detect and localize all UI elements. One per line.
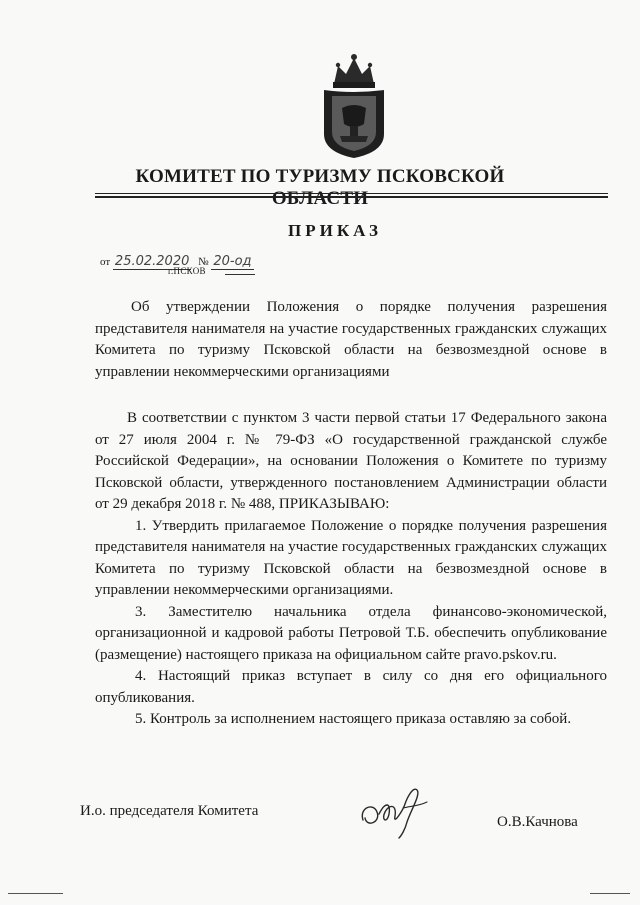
handwritten-number: 20-од xyxy=(213,254,252,269)
footer-scan-mark xyxy=(8,893,63,894)
document-city: г.ПСКОВ xyxy=(168,266,206,276)
signatory-role: И.о. председателя Комитета xyxy=(80,803,259,819)
city-underline xyxy=(225,274,255,275)
handwritten-date: 25.02.2020 xyxy=(114,254,190,269)
order-item-5: 5. Контроль за исполнением настоящего приказа оставляю за собой. xyxy=(135,711,572,727)
header-divider-thick xyxy=(95,196,608,198)
header-divider-thin xyxy=(95,193,608,194)
number-label: № xyxy=(198,256,209,268)
subject-text: Об утверждении Положения о порядке получения разрешения представителя нанимателя на участие государственных гражданских служащих Комитета по туризму Псковской области на безвозмездной основе в управлении некоммерческими организациями xyxy=(95,299,607,380)
order-item-1: 1. Утвердить прилагаемое Положение о порядке получения разрешения представителя нанимателя на участие государственных гражданских служащих Комитета по туризму Псковской области на безвозмездной основе в управлении некоммерческими организациями. xyxy=(95,517,607,598)
signatory-name: О.В.Качнова xyxy=(497,814,578,830)
preamble-text: В соответствии с пунктом 3 части первой статьи 17 Федерального закона от 27 июля 2004 г. № 79-ФЗ «О государственной гражданской службе Российской Федерации», на основании Положения о Комитете по туризму Псковской области, утвержденного постановлением Администрации области от 29 декабря 2018 г. № 488, ПРИКАЗЫВАЮ: xyxy=(95,410,607,512)
organization-name: КОМИТЕТ ПО ТУРИЗМУ ПСКОВСКОЙ ОБЛАСТИ xyxy=(135,166,505,209)
handwritten-signature-icon xyxy=(355,780,445,840)
footer-scan-mark xyxy=(590,893,630,894)
order-item-3: 3. Заместителю начальника отдела финансово-экономической, организационной и кадровой работы Петровой Т.Б. обеспечить опубликование (размещение) настоящего приказа на официальном сайте pravo.pskov.ru. xyxy=(95,603,607,663)
order-subject xyxy=(95,297,607,383)
date-prefix: от xyxy=(100,256,111,268)
document-title: ПРИКАЗ xyxy=(288,221,382,240)
order-item-4: 4. Настоящий приказ вступает в силу со дня его официального опубликования. xyxy=(95,668,607,706)
order-body xyxy=(95,408,607,731)
coat-of-arms-icon xyxy=(318,50,390,160)
